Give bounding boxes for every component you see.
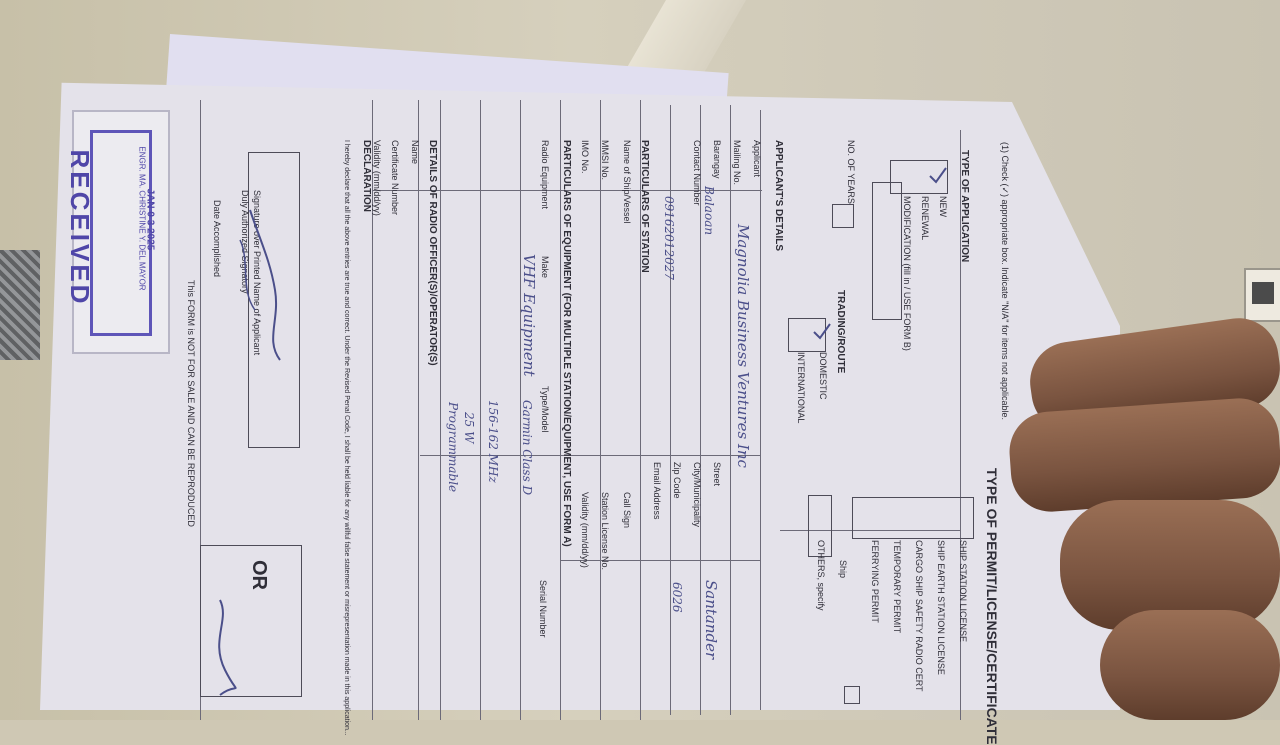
declaration-heading: DECLARATION [361,140,372,213]
renewal-checkmark [928,166,948,186]
label-street: Street [712,462,722,487]
grid-line [418,100,419,720]
grid-line [440,100,441,720]
stamp-date: JAN 0 3 2025 [144,188,156,251]
label-station-license: Station License No. [600,492,610,571]
value-contact: 09162012027 [662,196,676,280]
form-title: TYPE OF PERMIT/LICENSE/CERTIFICATE [984,468,1000,745]
or-label: OR [248,560,270,590]
permit-type: SHIP EARTH STATION LICENSE [936,540,946,675]
value-applicant: Magnolia Business Ventures Inc [734,224,752,468]
option-new: NEW [938,196,948,217]
extra-checkbox[interactable] [844,686,860,704]
label-make: Make [540,256,550,279]
check-instruction: (1) Check (✓) appropriate box. Indicate "N/A" for items not applicable. [1000,142,1010,421]
label-mmsi: MMSI No. [600,140,610,181]
permit-type: TEMPORARY PERMIT [892,540,902,634]
permit-type: FERRYING PERMIT [870,540,880,623]
footer-note: This FORM is NOT FOR SALE AND CAN BE REPRODUCED [186,280,196,527]
value-barangay: Balaoan [702,186,716,236]
label-barangay: Barangay [712,140,722,179]
value-frequency: 156-162 MHz [486,400,500,483]
label-serial-number: Serial Number [538,580,548,638]
stamp-officer: ENGR. MA. CHRISTINE Y. DEL MAYOR [137,146,147,291]
label-ship-name: Name of Ship/Vessel [622,140,632,224]
authorized-signatory: Duly Authorized Signatory [240,190,250,294]
label-validity: Validity (mm/dd/yy) [580,492,590,568]
label-contact: Contact Number [692,140,702,206]
label-applicant: Applicant [752,140,762,178]
value-make: Garmin Class D [520,400,534,496]
stamp-label: RECEIVED [65,149,95,307]
label-operator-name: Name [410,140,420,165]
permit-type: OTHERS, specify [816,540,826,611]
label-call-sign: Call Sign [622,492,632,529]
type-of-application-heading: TYPE OF APPLICATION [959,150,970,263]
modification-box[interactable] [872,182,902,320]
permit-type: CARGO SHIP SAFETY RADIO CERT [914,540,924,692]
years-box[interactable] [832,204,854,228]
equipment-heading: PARTICULARS OF EQUIPMENT (FOR MULTIPLE STATION/EQUIPMENT, USE FORM A) [561,140,572,547]
date-accomplished: Date Accomplished [212,200,222,278]
value-power: 25 W [462,412,476,444]
label-email: Email Address [652,462,662,520]
option-domestic: DOMESTIC [818,352,828,400]
signature-scribbles [180,200,320,700]
label-imo: IMO No. [580,140,590,174]
declaration-text: I hereby declare that all the above entries are true and correct. Under the Revised Penal Code, I shall be held liable for any willful false statement or misrepresentation made in this application... [343,140,350,736]
option-international: INTERNATIONAL [796,352,806,424]
value-equipment: VHF Equipment [520,254,538,377]
station-heading: PARTICULARS OF STATION [639,140,650,273]
label-type-model: Type/Model [540,386,550,433]
grid-line [480,100,481,720]
label-zip: Zip Code [672,462,682,499]
grid-line [560,560,760,561]
value-zip: 6026 [670,582,684,613]
permit-type: SHIP STATION LICENSE [958,540,968,643]
label-mailing: Mailing No. [732,140,742,186]
grid-line [730,105,731,715]
label-radio-equipment: Radio Equipment [540,140,550,210]
label-certificate-number: Certificate Number [390,140,400,216]
permit-type: Ship [838,560,848,579]
option-modification: MODIFICATION (fill in / USE FORM B) [902,196,912,351]
trading-route-heading: TRADING/ROUTE [835,290,846,374]
hand-finger [1007,396,1280,515]
grid-line [420,455,760,456]
domestic-checkmark [812,322,832,342]
grid-line [760,110,761,710]
value-city: Santander [702,580,720,660]
permit-type-checkboxes[interactable] [852,497,974,539]
label-operator-validity: Validity (mm/dd/yy) [372,140,382,216]
signature-caption: Signature over Printed Name of Applicant [252,190,262,356]
option-renewal: RENEWAL [920,196,930,241]
grid-line [600,100,601,720]
hand-thumb [1100,610,1280,720]
years-label: NO. OF YEARS [846,140,856,204]
operators-heading: DETAILS OF RADIO OFFICER(S)/OPERATOR(S) [427,140,438,366]
label-city: City/Municipality [692,462,702,528]
value-programmable: Programmable [446,402,460,493]
applicant-heading: APPLICANT'S DETAILS [773,140,784,252]
